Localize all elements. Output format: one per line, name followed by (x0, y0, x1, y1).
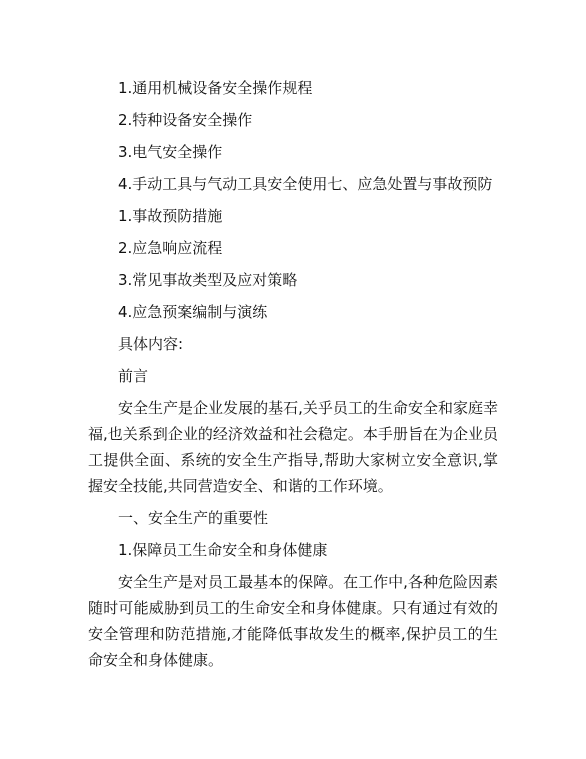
toc-item: 4.应急预案编制与演练 (118, 303, 268, 321)
content-label: 具体内容: (118, 335, 184, 353)
toc-item: 2.特种设备安全操作 (118, 111, 253, 129)
subsection-title: 1.保障员工生命安全和身体健康 (118, 541, 328, 559)
toc-item: 4.手动工具与气动工具安全使用七、应急处置与事故预防 (118, 175, 493, 193)
toc-item: 1.事故预防措施 (118, 207, 223, 225)
toc-item: 1.通用机械设备安全操作规程 (118, 79, 313, 97)
toc-item: 2.应急响应流程 (118, 239, 223, 257)
subsection-paragraph: 安全生产是对员工最基本的保障。在工作中,各种危险因素随时可能威胁到员工的生命安全和身体健康。只有通过有效的安全管理和防范措施,才能降低事故发生的概率,保护员工的生命安全和身体健康。 (88, 573, 498, 669)
toc-item: 3.电气安全操作 (118, 143, 223, 161)
section-title: 一、安全生产的重要性 (118, 509, 269, 527)
preface-paragraph: 安全生产是企业发展的基石,关乎员工的生命安全和家庭幸福,也关系到企业的经济效益和社会稳定。本手册旨在为企业员工提供全面、系统的安全生产指导,帮助大家树立安全意识,掌握安全技能,共同营造安全、和谐的工作环境。 (88, 399, 498, 495)
document-content (88, 72, 498, 676)
preface-title: 前言 (118, 367, 149, 385)
toc-item: 3.常见事故类型及应对策略 (118, 271, 298, 289)
